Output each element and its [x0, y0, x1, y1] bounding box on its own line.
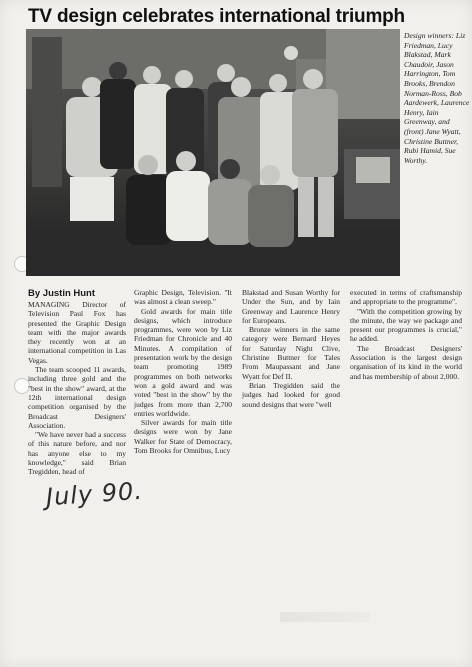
paragraph: The Broadcast Designers' Association is the largest design organisation of its kind in the world and has membership of about 2,000.	[350, 343, 462, 381]
byline: By Justin Hunt	[28, 288, 96, 299]
paragraph: Brian Tregidden said the judges had looked for good sound designs that were "well	[242, 380, 340, 409]
paragraph: The team scooped 11 awards, including three gold and the "best in the show" award, at the 12th international design competition organised by the Broadcast Designers' Association.	[28, 365, 126, 430]
paragraph: executed in terms of craftsmanship and appropriate to the programme".	[350, 288, 462, 307]
article-column-1	[28, 300, 126, 477]
group-photo	[26, 29, 400, 276]
paragraph: Graphic Design, Television. "It was almost a clean sweep."	[134, 288, 232, 307]
paragraph: "We have never had a success of this nature before, and nor has anyone else to my knowledge," said Brian Tregidden, head of	[28, 430, 126, 477]
article-column-2	[134, 288, 232, 455]
paragraph: Gold awards for main title designs, which introduce programmes, were won by Liz Friedman for Chronicle and 40 Minutes. A compilation of presentation work by the design team promoting 1989 programmes on both networks won a gold award and was voted "best in the show" by the judges from more than 2,700 entries worldwide.	[134, 306, 232, 418]
paragraph: Bronze winners in the same category were Bernard Heyes for Saturday Night Clive, Christine Buttner for Tales From Maupassant and Jane Wyatt for Def II.	[242, 325, 340, 381]
article-column-4	[350, 288, 462, 381]
paragraph: "With the competition growing by the minute, the way we package and present our programmes is crucial," he added.	[350, 306, 462, 344]
article-column-3	[242, 288, 340, 409]
photo-caption: Design winners: Liz Friedman, Lucy Blakstad, Mark Chaudoir, Jason Harrington, Tom Brooks, Brendon Norman-Ross, Bob Aardewerk, Laurence Henry, Iain Greenway, and (front) Jane Wyatt, Christine Buttner, Rubi Hamid, Sue Worthy.	[404, 31, 470, 165]
paragraph: Blakstad and Susan Worthy for Under the Sun, and by Iain Greenway and Laurence Henry for Europeans.	[242, 288, 340, 325]
article-headline: TV design celebrates international triumph	[28, 6, 405, 27]
faint-mark	[280, 612, 370, 622]
handwritten-date-note: July 90.	[45, 476, 144, 512]
paragraph: MANAGING Director of Television Paul Fox has presented the Graphic Design team with the major awards they recently won at an international competition in Las Vegas.	[28, 300, 126, 365]
paragraph: Silver awards for main title designs were won by Jane Walker for State of Democracy, Tom Brooks for Omnibus, Lucy	[134, 418, 232, 456]
